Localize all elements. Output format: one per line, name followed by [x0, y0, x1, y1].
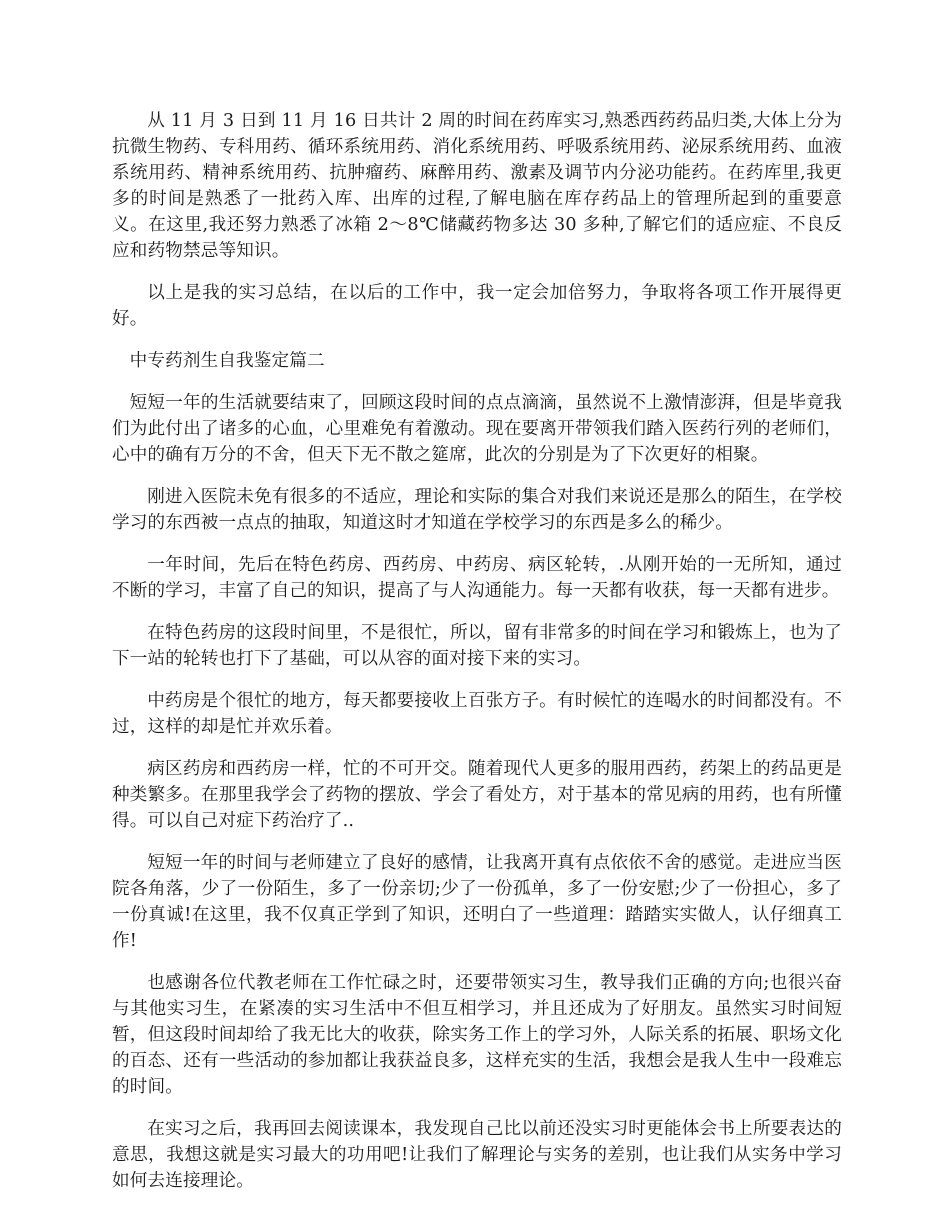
document-page	[112, 108, 842, 1210]
paragraph-thanks: 也感谢各位代教老师在工作忙碌之时，还要带领实习生，教导我们正确的方向;也很兴奋与其他实习生，在紧凑的实习生活中不但互相学习，并且还成为了好朋友。虽然实习时间短暂，但这段时间却给了我无比大的收获，除实务工作上的学习外，人际关系的拓展、职场文化的百态、还有一些活动的参加都让我获益良多，这样充实的生活，我想会是我人生中一段难忘的时间。	[112, 973, 842, 1097]
paragraph-summary: 以上是我的实习总结，在以后的工作中，我一定会加倍努力，争取将各项工作开展得更好。	[112, 283, 842, 329]
section-heading: 中专药剂生自我鉴定篇二	[129, 351, 325, 371]
paragraph-after-internship: 在实习之后，我再回去阅读课本，我发现自己比以前还没实习时更能体会书上所要表达的意思，我想这就是实习最大的功用吧!让我们了解理论与实务的差别，也让我们从实务中学习如何去连接理论。	[112, 1119, 842, 1191]
paragraph-entering-hospital: 刚进入医院未免有很多的不适应，理论和实际的集合对我们来说还是那么的陌生，在学校学习的东西被一点点的抽取，知道这时才知道在学校学习的东西是多么的稀少。	[112, 487, 842, 533]
paragraph-rotation: 一年时间，先后在特色药房、西药房、中药房、病区轮转，.从刚开始的一无所知，通过不断的学习，丰富了自己的知识，提高了与人沟通能力。每一天都有收获，每一天都有进步。	[112, 555, 842, 601]
paragraph-special-pharmacy: 在特色药房的这段时间里，不是很忙，所以，留有非常多的时间在学习和锻炼上，也为了下一站的轮转也打下了基础，可以从容的面对接下来的实习。	[112, 623, 842, 669]
paragraph-teacher-relationship: 短短一年的时间与老师建立了良好的感情，让我离开真有点依依不舍的感觉。走进应当医院各角落，少了一份陌生，多了一份亲切;少了一份孤单，多了一份安慰;少了一份担心，多了一份真诚!在这里，我不仅真正学到了知识，还明白了一些道理：踏踏实实做人，认仔细真工作!	[112, 853, 842, 951]
paragraph-year-ending: 短短一年的生活就要结束了，回顾这段时间的点点滴滴，虽然说不上激情澎湃，但是毕竟我们为此付出了诸多的心血，心里难免有着激动。现在要离开带领我们踏入医药行列的老师们，心中的确有万分的不舍，但天下无不散之筵席，此次的分别是为了下次更好的相聚。	[112, 393, 842, 465]
paragraph-ward-pharmacy: 病区药房和西药房一样，忙的不可开交。随着现代人更多的服用西药，药架上的药品更是种类繁多。在那里我学会了药物的摆放、学会了看处方，对于基本的常见病的用药，也有所懂得。可以自己对症下药治疗了..	[112, 759, 842, 831]
paragraph-chinese-pharmacy: 中药房是个很忙的地方，每天都要接收上百张方子。有时候忙的连喝水的时间都没有。不过，这样的却是忙并欢乐着。	[112, 691, 842, 737]
paragraph-pharmacy-storage: 从 11 月 3 日到 11 月 16 日共计 2 周的时间在药库实习,熟悉西药药品归类,大体上分为抗微生物药、专科用药、循环系统用药、消化系统用药、呼吸系统用药、泌尿系统用药、血液系统用药、精神系统用药、抗肿瘤药、麻醉用药、激素及调节内分泌功能药。在药库里,我更多的时间是熟悉了一批药入库、出库的过程,了解电脑在库存药品上的管理所起到的重要意义。在这里,我还努力熟悉了冰箱 2～8℃储藏药物多达 30 多种,了解它们的适应症、不良反应和药物禁忌等知识。	[112, 111, 842, 261]
